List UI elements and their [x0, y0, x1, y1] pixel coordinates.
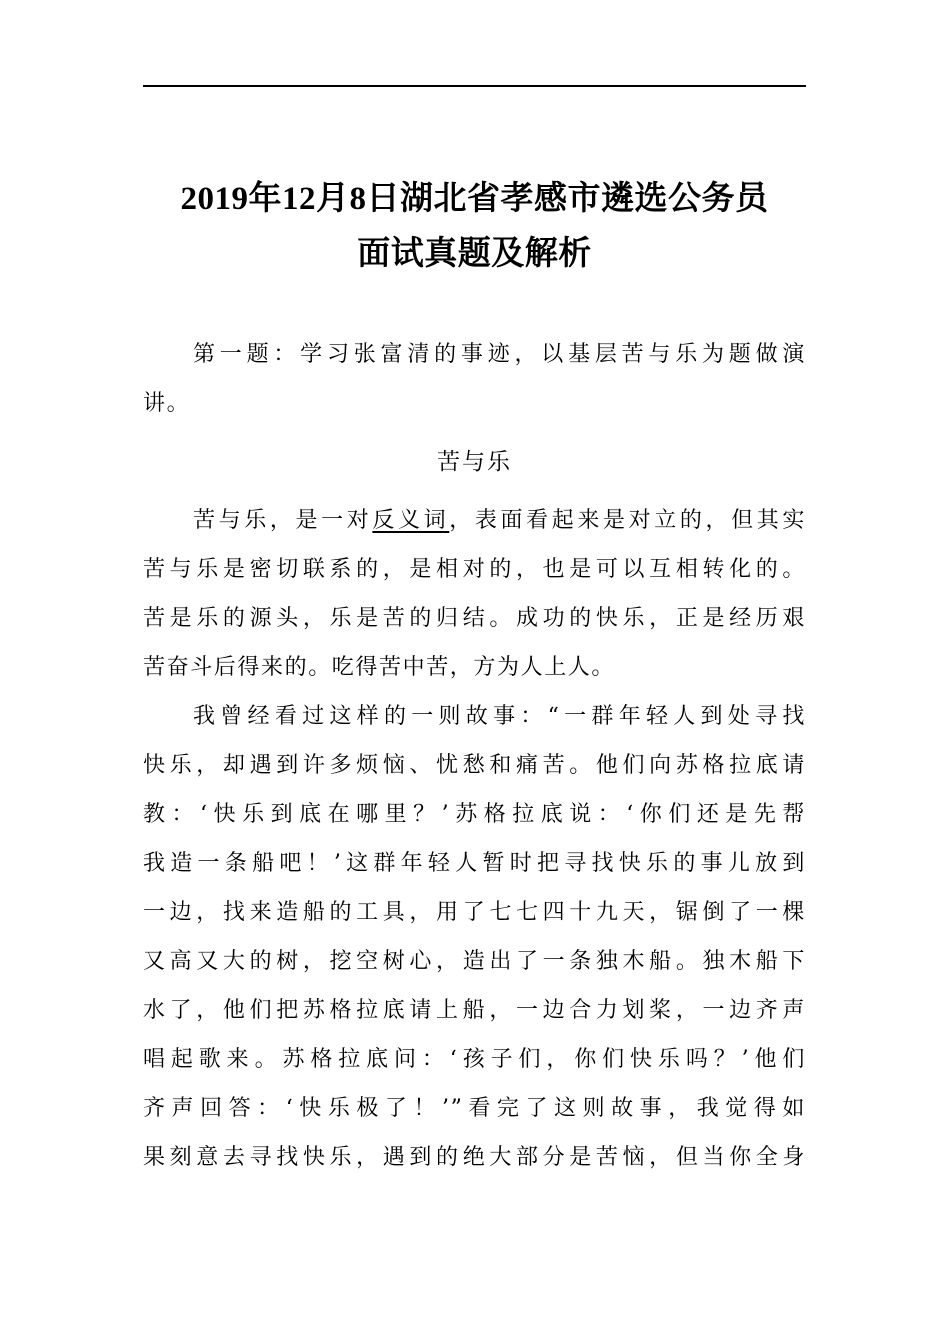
paragraph2-line-6: 又高又大的树，挖空树心，造出了一条独木船。独木船下 [143, 949, 806, 974]
document-title [143, 172, 806, 282]
paragraph2-line-5: 一边，找来造船的工具，用了七七四十九天，锯倒了一棵 [143, 900, 806, 925]
document-body [143, 330, 806, 1182]
paragraph1-line-4: 苦奋斗后得来的。吃得苦中苦，方为人上人。 [143, 655, 616, 680]
paragraph1-line-2: 苦与乐是密切联系的，是相对的，也是可以互相转化的。 [143, 557, 806, 582]
title-line-1: 2019年12月8日湖北省孝感市遴选公务员 [180, 181, 769, 217]
header-rule [143, 85, 806, 87]
paragraph2-line-9: 齐声回答：‘快乐极了！’”看完了这则故事，我觉得如 [143, 1096, 806, 1121]
paragraph2-line-3: 教：‘快乐到底在哪里？’苏格拉底说：‘你们还是先帮 [143, 802, 806, 827]
paragraph1-line1-after: ，表面看起来是对立的，但其实 [449, 508, 807, 533]
paragraph1-line-3: 苦是乐的源头，乐是苦的归结。成功的快乐，正是经历艰 [143, 606, 806, 631]
title-line-2: 面试真题及解析 [357, 236, 592, 272]
paragraph2-line-4: 我造一条船吧！’这群年轻人暂时把寻找快乐的事儿放到 [143, 851, 806, 876]
paragraph2-line-1: 我曾经看过这样的一则故事：“一群年轻人到处寻找 [193, 704, 806, 729]
paragraph1-line1-before: 苦与乐，是一对 [193, 508, 373, 533]
paragraph2-line-2: 快乐，却遇到许多烦恼、忧愁和痛苦。他们向苏格拉底请 [143, 753, 806, 778]
question-line-1: 第一题：学习张富清的事迹，以基层苦与乐为题做演 [193, 342, 806, 367]
paragraph1-line-1 [143, 496, 806, 545]
paragraph2-line-8: 唱起歌来。苏格拉底问：‘孩子们，你们快乐吗？’他们 [143, 1047, 806, 1072]
question-line-2: 讲。 [143, 391, 191, 416]
paragraph2-line-10: 果刻意去寻找快乐，遇到的绝大部分是苦恼，但当你全身 [143, 1145, 806, 1170]
paragraph2-line-7: 水了，他们把苏格拉底请上船，一边合力划桨，一边齐声 [143, 998, 806, 1023]
speech-heading: 苦与乐 [437, 449, 512, 475]
antonym-link[interactable]: 反义词 [372, 508, 450, 533]
